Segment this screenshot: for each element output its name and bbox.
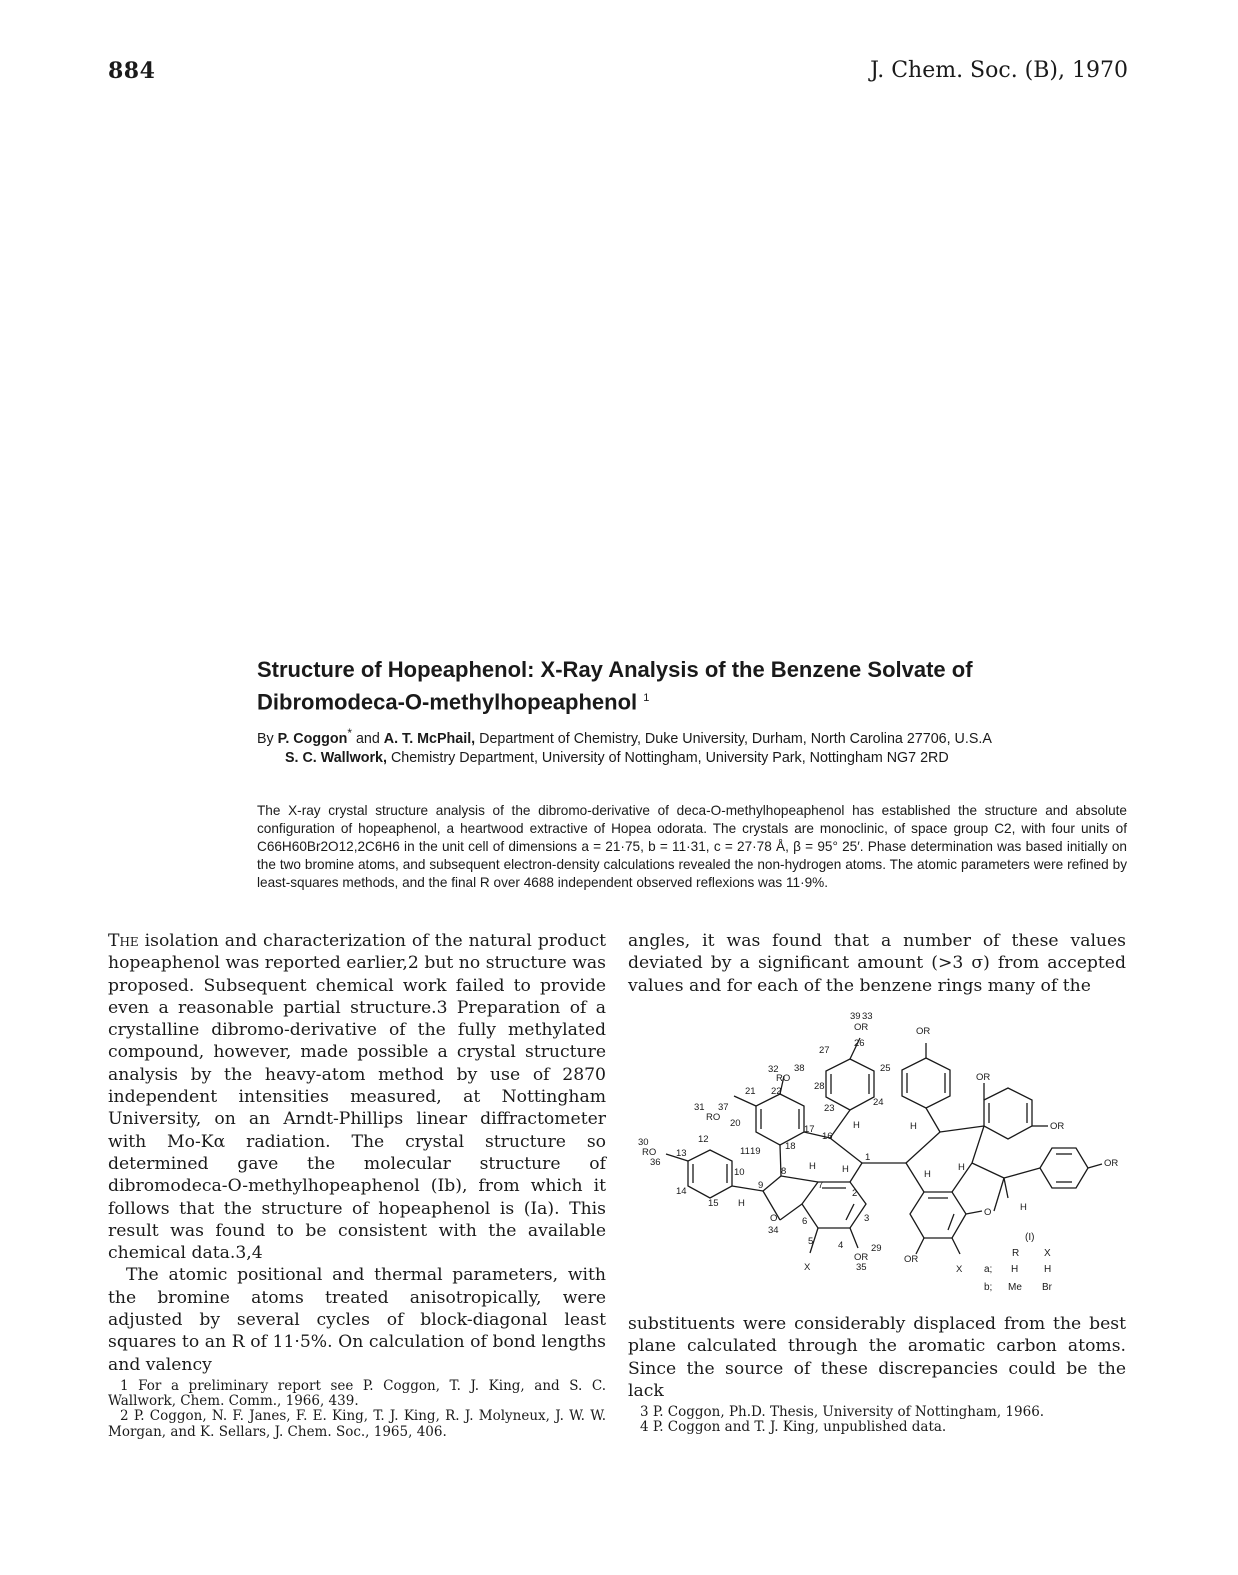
footnote-4: 4 P. Coggon and T. J. King, unpublished data.	[640, 1419, 947, 1436]
atom-num-4: 4	[838, 1240, 844, 1251]
atom-num-10: 10	[734, 1167, 745, 1178]
group-or-right-ring: OR	[1050, 1121, 1065, 1132]
left-column	[108, 930, 606, 1440]
row-a-x: H	[1044, 1264, 1052, 1275]
ring-c17-c22	[756, 1094, 804, 1145]
byline-and: and	[355, 730, 380, 747]
corresponding-mark: *	[347, 726, 352, 740]
atom-num-11: 11	[740, 1146, 750, 1157]
row-a-r: H	[1011, 1264, 1019, 1275]
row-b-label: b;	[984, 1282, 993, 1293]
atom-num-32: 32	[768, 1064, 779, 1075]
atom-num-16: 16	[822, 1131, 833, 1142]
abstract: The X-ray crystal structure analysis of the dibromo-derivative of deca-O-methylhopeaphenol has established the structure and absolute configuration of hopeaphenol, a heartwood extractive of Hopea odorata. The crystals are monoclinic, of space group C2, with four units of C66H60Br2O12,2C6H6 in the unit cell of dimensions a = 21·75, b = 11·31, c = 27·78 Å, β = 95° 25′. Phase determination was based initially on the two bromine atoms, and subsequent electron-density calculations revealed the non-hydrogen atoms. The atomic parameters were refined by least-squares methods, and the final R over 4688 independent observed reflexions was 11·9%.	[257, 803, 1127, 890]
right-column-bottom	[628, 1313, 1126, 1436]
footnote-3: 3 P. Coggon, Ph.D. Thesis, University of Nottingham, 1966.	[640, 1404, 1045, 1421]
atom-num-8: 8	[781, 1166, 787, 1177]
atom-num-12: 12	[698, 1134, 709, 1145]
atom-num-37: 37	[718, 1102, 729, 1113]
footnotes-right	[628, 1405, 1126, 1435]
group-ro-32: RO	[776, 1073, 791, 1084]
affiliation-nottingham: Chemistry Department, University of Nottingham, University Park, Nottingham NG7 2RD	[390, 749, 949, 766]
atom-num-5: 5	[808, 1236, 814, 1247]
body-paragraph-4: substituents were considerably displaced from the best plane calculated through the aromatic carbon atoms. Since the source of these discrepancies could be the lack	[628, 1314, 1126, 1401]
atom-num-30: 30	[638, 1137, 649, 1148]
journal-reference: J. Chem. Soc. (B), 1970	[870, 58, 1128, 83]
atom-num-35: 35	[856, 1262, 867, 1273]
title-line-1: Structure of Hopeaphenol: X-Ray Analysis of the Benzene Solvate of	[257, 657, 973, 682]
byline	[257, 724, 1127, 768]
group-or-right-bottom: OR	[904, 1254, 919, 1265]
atom-num-2: 2	[852, 1188, 858, 1199]
right-column-top	[628, 930, 1126, 997]
atom-num-24: 24	[873, 1097, 884, 1108]
group-or-top-left: OR	[854, 1022, 869, 1033]
atom-num-1: 1	[865, 1152, 871, 1163]
x-substituent-right: X	[956, 1264, 963, 1275]
affiliation-duke: Department of Chemistry, Duke University, Durham, North Carolina 27706, U.S.A	[479, 730, 992, 747]
group-or-35: OR	[854, 1252, 869, 1263]
atom-num-6: 6	[802, 1216, 808, 1227]
footnote-2: 2 P. Coggon, N. F. Janes, F. E. King, T. J. King, R. J. Molyneux, J. W. W. Morgan, and K. Sellars, J. Chem. Soc., 1965, 406.	[108, 1408, 606, 1440]
article-title	[257, 656, 1127, 716]
body-paragraph-1	[108, 930, 606, 1264]
atom-num-18: 18	[785, 1141, 796, 1152]
row-b-r: Me	[1008, 1282, 1022, 1293]
h-right-dihydrofuran: H	[958, 1162, 965, 1173]
h-1: H	[842, 1164, 849, 1175]
body-paragraph-1-text: isolation and characterization of the natural product hopeaphenol was reported earlier,2 but no structure was proposed. Subsequent chemical work failed to provide even a reasonable partial structure.3 Preparation of a crystalline dibromo-derivative of the fully methylated compound, however, made possible a crystal structure analysis by the heavy-atom method by use of 2870 independent intensities measured, at Nottingham University, on an Arndt-Phillips linear diffractometer with Mo-Kα radiation. The crystal structure so determined gave the molecular structure of dibromodeca-O-methylhopeaphenol (Ib), from which it follows that the structure of hopeaphenol is (Ia). This result was found to be consistent with the available chemical data.3,4	[108, 931, 606, 1264]
h-8: H	[809, 1161, 816, 1172]
h-16: H	[853, 1120, 860, 1131]
ring-right-upper	[984, 1088, 1032, 1139]
atom-num-9: 9	[758, 1180, 764, 1191]
atom-num-26: 26	[854, 1038, 865, 1049]
atom-num-29: 29	[871, 1243, 882, 1254]
atom-num-13: 13	[676, 1148, 687, 1159]
group-or-top-middle: OR	[916, 1026, 931, 1037]
group-or-far-right: OR	[1104, 1158, 1119, 1169]
atom-num-21: 21	[745, 1086, 756, 1097]
table-header-r: R	[1012, 1248, 1020, 1259]
author-coggon: P. Coggon	[277, 730, 348, 747]
atom-num-34: 34	[768, 1225, 779, 1236]
byline-line-1	[257, 724, 1127, 749]
h-9: H	[738, 1198, 745, 1209]
atom-num-27: 27	[819, 1045, 830, 1056]
footnote-1: 1 For a preliminary report see P. Coggon, T. J. King, and S. C. Wallwork, Chem. Comm., 1966, 439.	[108, 1377, 606, 1410]
h-right-upper: H	[910, 1121, 917, 1132]
ring-oxygen-left: O	[770, 1213, 778, 1224]
page-number: 884	[108, 58, 156, 84]
atom-num-20: 20	[730, 1118, 741, 1129]
group-ro-31: RO	[706, 1112, 721, 1123]
body-paragraph-3: angles, it was found that a number of these values deviated by a significant amount (>3 σ) from accepted values and for each of the benzene rings many of the	[628, 931, 1126, 996]
atom-num-15: 15	[708, 1198, 719, 1209]
ring-upper-middle	[902, 1058, 950, 1108]
group-or-right-top: OR	[976, 1072, 991, 1083]
atom-num-36: 36	[650, 1157, 661, 1168]
h-right-bridge: H	[924, 1169, 931, 1180]
table-header-x: X	[1044, 1248, 1051, 1259]
ring-lower-right	[910, 1192, 966, 1238]
author-mcphail: A. T. McPhail,	[383, 730, 476, 747]
body-paragraph-2: The atomic positional and thermal parameters, with the bromine atoms treated anisotropically, were adjusted by several cycles of block-diagonal least squares to an R of 11·5%. On calculation of bond lengths and valency	[108, 1265, 606, 1375]
row-a-label: a;	[984, 1264, 993, 1275]
h-right-lower: H	[1020, 1202, 1027, 1213]
atom-num-23: 23	[824, 1103, 835, 1114]
ring-oxygen-right: O	[984, 1207, 992, 1218]
row-b-x: Br	[1042, 1282, 1052, 1293]
title-line-2-text: Dibromodeca-O-methylhopeaphenol	[257, 689, 638, 715]
atom-num-17: 17	[804, 1124, 815, 1135]
atom-num-3: 3	[864, 1213, 870, 1224]
paragraph-lead-word: The	[108, 931, 139, 951]
x-substituent-left: X	[804, 1262, 811, 1273]
footnotes-left	[108, 1379, 606, 1440]
byline-line-3	[285, 749, 1127, 768]
author-wallwork: S. C. Wallwork,	[285, 749, 387, 766]
atom-num-25: 25	[880, 1063, 891, 1074]
atom-num-33: 33	[862, 1011, 873, 1022]
atom-num-28: 28	[814, 1081, 825, 1092]
atom-num-31: 31	[694, 1102, 705, 1113]
title-footnote-ref: 1	[643, 692, 650, 704]
ring-c10-c15	[688, 1150, 732, 1198]
structure-diagram	[628, 1008, 1126, 1304]
atom-num-14: 14	[676, 1186, 687, 1197]
atom-num-38: 38	[794, 1063, 805, 1074]
atom-num-19: 19	[750, 1146, 761, 1157]
atom-num-39: 39	[850, 1011, 861, 1022]
group-ro-30: RO	[642, 1147, 657, 1158]
title-line-2	[257, 684, 1127, 716]
byline-by: By	[257, 730, 274, 747]
atom-num-7: 7	[818, 1180, 824, 1191]
atom-num-22: 22	[771, 1086, 782, 1097]
compound-label: (I)	[1025, 1232, 1035, 1243]
